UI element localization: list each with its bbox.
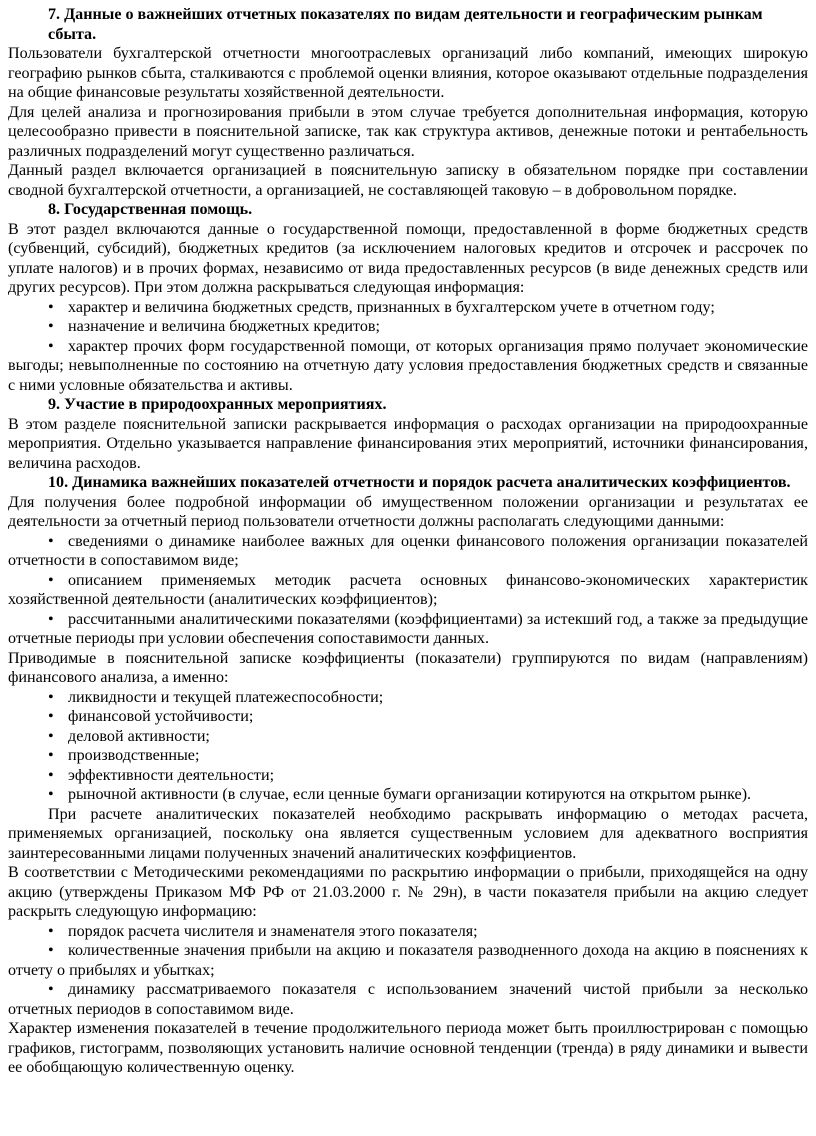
bullet-glyph: •: [48, 337, 54, 355]
paragraph: В соответствии с Методическими рекомендациями по раскрытию информации о прибыли, приходящейся на одну акцию (утверждены Приказом МФ РФ от 21.03.2000 г. № 29н), в части показателя прибыли на акцию следует раскрыть следующую информацию:: [8, 864, 808, 920]
list-item: • характер и величина бюджетных средств, признанных в бухгалтерском учете в отчетном году;: [8, 298, 808, 318]
list-item: • производственные;: [8, 746, 808, 766]
paragraph: В этот раздел включаются данные о государственной помощи, предоставленной в форме бюджетных средств (субвенций, субсидий), бюджетных кредитов (за исключением налоговых кредитов и отсрочек и рассрочек по уплате налогов) и в прочих формах, независимо от вида предоставленных ресурсов (в виде денежных средств или других ресурсов). При этом должна раскрываться следующая информация:: [8, 220, 808, 296]
bullet-glyph: •: [48, 922, 54, 940]
paragraph: Характер изменения показателей в течение продолжительного периода может быть проиллюстрирован с помощью графиков, гистограмм, позволяющих установить наличие основной тенденции (тренда) в ряду динамики и вывести ее обобщающую количественную оценку.: [8, 1020, 808, 1076]
list-item: • финансовой устойчивости;: [8, 707, 808, 727]
bullet-glyph: •: [48, 610, 54, 628]
paragraph: Для получения более подробной информации об имущественном положении организации и результатах ее деятельности за отчетный период пользователи отчетности должны располагать следующими данными:: [8, 493, 808, 530]
list-item: • рассчитанными аналитическими показателями (коэффициентами) за истекший год, а также за предыдущие отчетные периоды при условии обеспечения сопоставимости данных.: [8, 610, 808, 647]
paragraph: Данный раздел включается организацией в пояснительную записку в обязательном порядке при составлении сводной бухгалтерской отчетности, а организацией, не составляющей таковую – в добровольном порядке.: [8, 162, 808, 199]
list-item: • порядок расчета числителя и знаменателя этого показателя;: [8, 922, 808, 942]
bullet-glyph: •: [48, 318, 54, 335]
list-item: • ликвидности и текущей платежеспособности;: [8, 688, 808, 708]
bullet-glyph: •: [48, 298, 54, 316]
list-item: • деловой активности;: [8, 727, 808, 747]
bullet-glyph: •: [48, 747, 54, 764]
bullet-list: [8, 532, 808, 649]
bullet-glyph: •: [48, 942, 54, 959]
paragraph: В этом разделе пояснительной записки раскрывается информация о расходах организации на природоохранные мероприятия. Отдельно указывается направление финансирования этих мероприятий, источники финансирования, величина расходов.: [8, 415, 808, 472]
list-item: • сведениями о динамике наиболее важных для оценки финансового положения организации показателей отчетности в сопоставимом виде;: [8, 532, 808, 569]
eps-bullet-list: [8, 922, 808, 1020]
list-item: • описанием применяемых методик расчета основных финансово-экономических характеристик хозяйственной деятельности (аналитических коэффициентов);: [8, 571, 808, 608]
paragraph: Приводимые в пояснительной записке коэффициенты (показатели) группируются по видам (направлениям) финансового анализа, а именно:: [8, 649, 808, 686]
section-heading-10: 10. Динамика важнейших показателей отчетности и порядок расчета аналитических коэффициентов.: [48, 474, 791, 491]
analysis-groups-list: [8, 688, 808, 805]
bullet-glyph: •: [48, 708, 54, 725]
list-item: • характер прочих форм государственной помощи, от которых организация прямо получает экономические выгоды; невыполненные по состоянию на отчетную дату условия предоставления бюджетных средств и связанные с ними условные обязательства и активы.: [8, 337, 808, 394]
list-item: • рыночной активности (в случае, если ценные бумаги организации котируются на открытом рынке).: [8, 785, 808, 805]
paragraph: Для целей анализа и прогнозирования прибыли в этом случае требуется дополнительная информация, которую целесообразно привести в пояснительной записке, так как структура активов, денежные потоки и рентабельность различных подразделений могут существенно различаться.: [8, 103, 808, 160]
paragraph: При расчете аналитических показателей необходимо раскрывать информацию о методах расчета, применяемых организацией, поскольку она является существенным условием для адекватного восприятия заинтересованными лицами полученных значений аналитических коэффициентов.: [8, 805, 808, 862]
bullet-glyph: •: [48, 766, 54, 784]
bullet-glyph: •: [48, 981, 54, 998]
paragraph: Пользователи бухгалтерской отчетности многоотраслевых организаций либо компаний, имеющих широкую географию рынков сбыта, сталкиваются с проблемой оценки влияния, которое оказывают отдельные подразделения на общие финансовые результаты хозяйственной деятельности.: [8, 45, 808, 101]
list-item: • эффективности деятельности;: [8, 766, 808, 786]
bullet-list: [8, 298, 808, 396]
list-item: • количественные значения прибыли на акцию и показателя разводненного дохода на акцию в пояснениях к отчету о прибылях и убытках;: [8, 942, 808, 979]
list-item: • назначение и величина бюджетных кредитов;: [8, 317, 808, 337]
section-heading-9: 9. Участие в природоохранных мероприятиях.: [48, 396, 387, 413]
section-heading-7: 7. Данные о важнейших отчетных показателях по видам деятельности и географическим рынкам сбыта.: [48, 6, 763, 43]
bullet-glyph: •: [48, 786, 54, 803]
bullet-glyph: •: [48, 727, 54, 745]
list-item: • динамику рассматриваемого показателя с использованием значений чистой прибыли за несколько отчетных периодов в сопоставимом виде.: [8, 981, 808, 1018]
bullet-glyph: •: [48, 532, 54, 550]
bullet-glyph: •: [48, 571, 54, 589]
bullet-glyph: •: [48, 688, 54, 706]
section-heading-8: 8. Государственная помощь.: [48, 201, 253, 218]
